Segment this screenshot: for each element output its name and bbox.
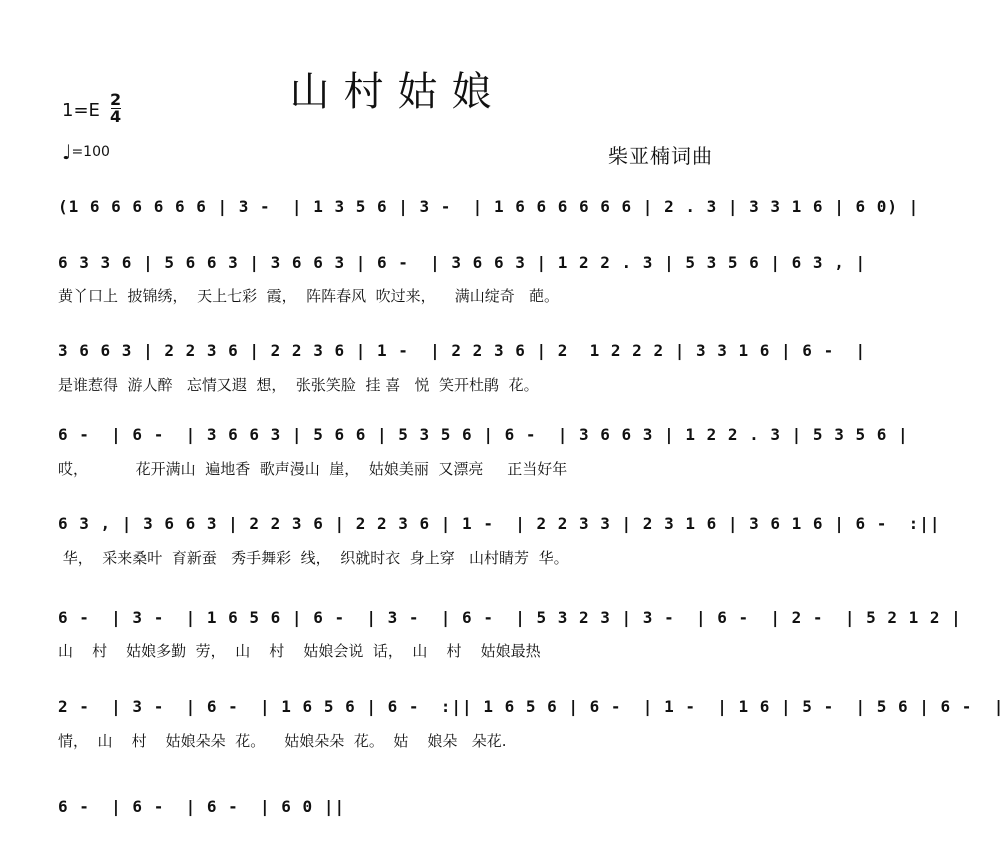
score-line-5-lyrics: 华， 采来桑叶 育新蚕 秀手舞彩 线， 织就时衣 身上穿 山村睛芳 华。 <box>58 549 569 567</box>
score-line-4-lyrics: 哎， 花开满山 遍地香 歌声漫山 崖， 姑娘美丽 又漂亮 正当好年 <box>58 460 568 478</box>
tempo-value: =100 <box>71 144 110 160</box>
score-line-5-notes: 6 3 , | 3 6 6 3 | 2 2 3 6 | 2 2 3 6 | 1 - | 2 2 3 3 | 2 3 1 6 | 3 6 1 6 | 6 - :|| <box>58 514 941 533</box>
score-line-1-notes: (1 6 6 6 6 6 6 | 3 - | 1 3 5 6 | 3 - | 1 6 6 6 6 6 6 | 2 . 3 | 3 3 1 6 | 6 0) | <box>58 197 920 216</box>
quarter-note-icon: ♩ <box>62 140 72 164</box>
key-signature: 1=E <box>62 100 100 121</box>
composer-credit: 柴亚楠词曲 <box>608 144 713 168</box>
score-line-7-notes: 2 - | 3 - | 6 - | 1 6 5 6 | 6 - :|| 1 6 5 6 | 6 - | 1 - | 1 6 | 5 - | 5 6 | 6 - | <box>58 697 1004 716</box>
score-line-4-notes: 6 - | 6 - | 3 6 6 3 | 5 6 6 | 5 3 5 6 | 6 - | 3 6 6 3 | 1 2 2 . 3 | 5 3 5 6 | <box>58 425 909 444</box>
time-signature-top: 2 <box>110 90 122 109</box>
score-line-2-notes: 6 3 3 6 | 5 6 6 3 | 3 6 6 3 | 6 - | 3 6 6 3 | 1 2 2 . 3 | 5 3 5 6 | 6 3 , | <box>58 253 867 272</box>
score-line-6-lyrics: 山 村 姑娘多勤 劳， 山 村 姑娘会说 话， 山 村 姑娘最热 <box>58 642 541 660</box>
score-line-6-notes: 6 - | 3 - | 1 6 5 6 | 6 - | 3 - | 6 - | 5 3 2 3 | 3 - | 6 - | 2 - | 5 2 1 2 | <box>58 608 962 627</box>
tempo-marking <box>62 140 110 164</box>
time-signature-bottom: 4 <box>110 107 122 126</box>
time-signature <box>110 92 121 125</box>
score-line-2-lyrics: 黄丫口上 披锦绣， 天上七彩 霞， 阵阵春风 吹过来， 满山绽奇 葩。 <box>58 287 560 305</box>
score-line-8-notes: 6 - | 6 - | 6 - | 6 0 || <box>58 797 346 816</box>
score-line-3-notes: 3 6 6 3 | 2 2 3 6 | 2 2 3 6 | 1 - | 2 2 3 6 | 2 1 2 2 2 | 3 3 1 6 | 6 - | <box>58 341 867 360</box>
score-line-7-lyrics: 情， 山 村 姑娘朵朵 花。 姑娘朵朵 花。 姑 娘朵 朵花. <box>58 732 507 750</box>
score-line-3-lyrics: 是谁惹得 游人醉 忘情又遐 想， 张张笑脸 挂 喜 悦 笑开杜鹃 花。 <box>58 376 539 394</box>
song-title: 山村姑娘 <box>289 69 506 115</box>
